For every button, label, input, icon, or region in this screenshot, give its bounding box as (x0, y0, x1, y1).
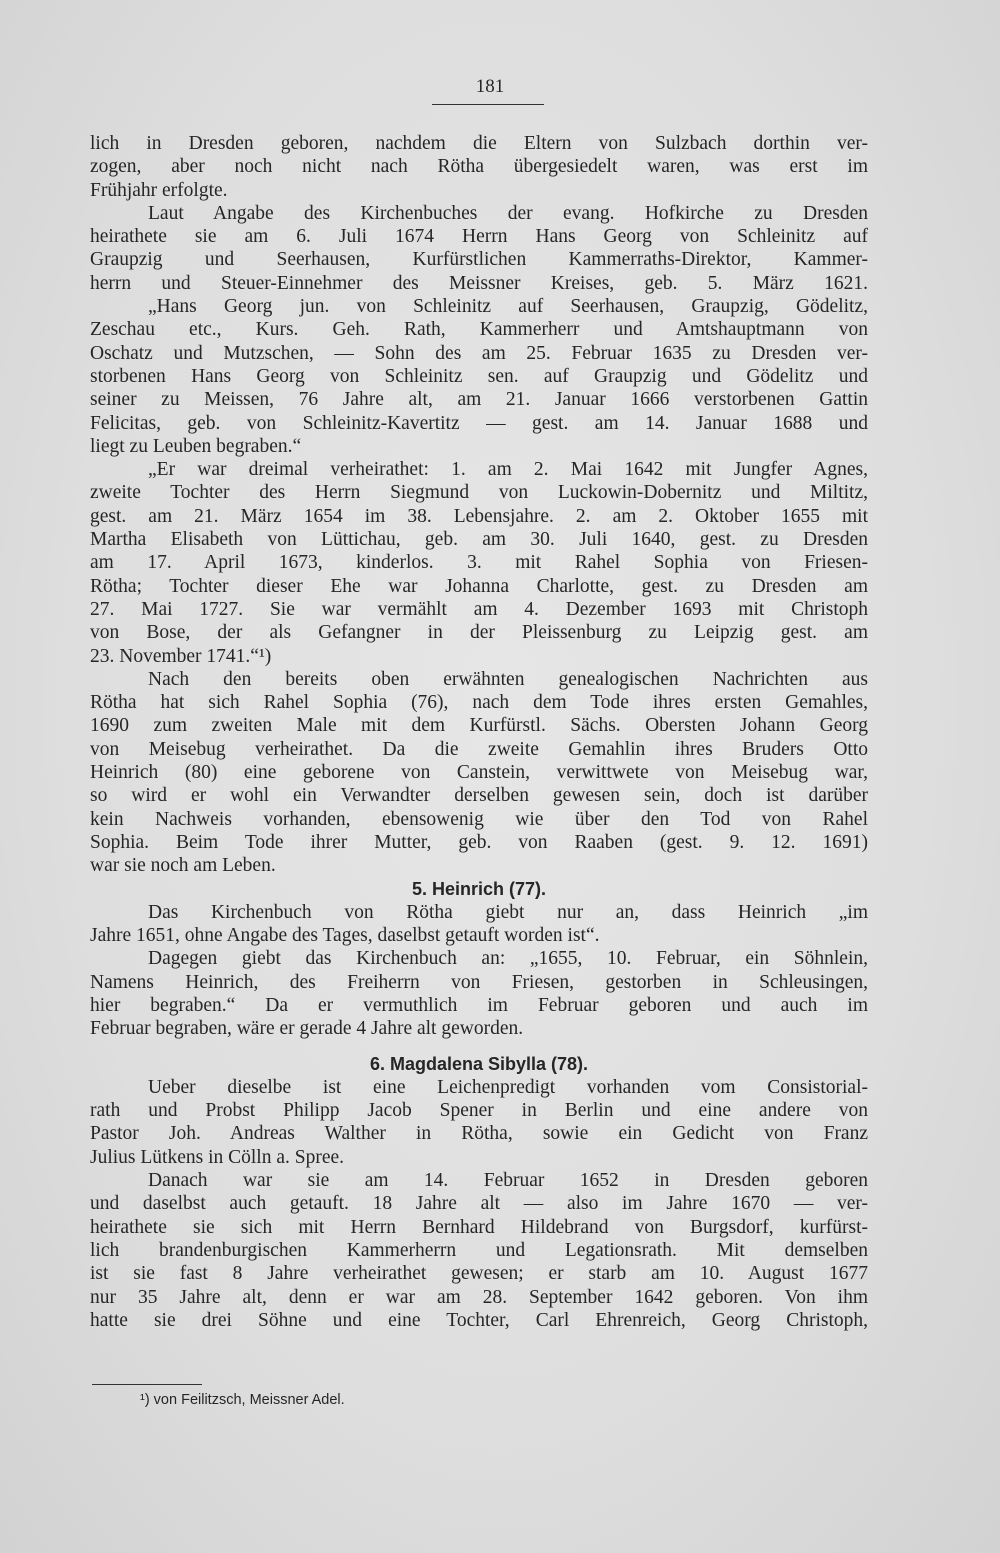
body-text (90, 132, 868, 1332)
text-line: kein Nachweis vorhanden, ebensowenig wie über den Tod von Rahel (90, 808, 868, 830)
text-line: Dagegen giebt das Kirchenbuch an: „1655, 10. Februar, ein Söhnlein, (148, 948, 868, 970)
text-line: von Meisebug verheirathet. Da die zweite Gemahlin ihres Bruders Otto (90, 738, 868, 760)
text-line: am 17. April 1673, kinderlos. 3. mit Rahel Sophia von Friesen- (90, 552, 868, 574)
text-line: Martha Elisabeth von Lüttichau, geb. am 30. Juli 1640, gest. zu Dresden (90, 529, 868, 551)
section-heading-heinrich: 5. Heinrich (77). (411, 878, 547, 899)
text-line: Jahre 1651, ohne Angabe des Tages, daselbst getauft worden ist“. (90, 925, 600, 947)
text-line: Rötha hat sich Rahel Sophia (76), nach dem Tode ihres ersten Gemahles, (90, 692, 868, 714)
text-line: seiner zu Meissen, 76 Jahre alt, am 21. Januar 1666 verstorbenen Gattin (90, 389, 868, 411)
text-line: Julius Lütkens in Cölln a. Spree. (90, 1146, 345, 1168)
text-line: liegt zu Leuben begraben.“ (90, 435, 302, 457)
text-line: Rötha; Tochter dieser Ehe war Johanna Charlotte, gest. zu Dresden am (90, 575, 868, 597)
text-line: war sie noch am Leben. (90, 855, 276, 877)
page-number: 181 (475, 76, 505, 97)
text-line: ist sie fast 8 Jahre verheirathet gewesen; er starb am 10. August 1677 (90, 1263, 868, 1285)
section-heading-magdalena: 6. Magdalena Sibylla (78). (369, 1053, 589, 1074)
text-line: Das Kirchenbuch von Rötha giebt nur an, dass Heinrich „im (148, 901, 868, 923)
text-line: von Bose, der als Gefangner in der Pleissenburg zu Leipzig gest. am (90, 622, 868, 644)
text-line: 23. November 1741.“¹) (90, 645, 272, 667)
text-line: zogen, aber noch nicht nach Rötha übergesiedelt waren, was erst im (90, 156, 868, 178)
footnote-rule (92, 1384, 202, 1385)
footnote: ¹) von Feilitzsch, Meissner Adel. (140, 1392, 345, 1408)
text-line: herrn und Steuer-Einnehmer des Meissner Kreises, geb. 5. März 1621. (90, 272, 868, 294)
text-line: Danach war sie am 14. Februar 1652 in Dresden geboren (148, 1170, 868, 1192)
text-line: Februar begraben, wäre er gerade 4 Jahre alt geworden. (90, 1018, 524, 1040)
text-line: so wird er wohl ein Verwandter derselben gewesen sein, doch ist darüber (90, 785, 868, 807)
text-line: zweite Tochter des Herrn Siegmund von Luckowin-Dobernitz und Miltitz, (90, 482, 868, 504)
text-line: heirathete sie am 6. Juli 1674 Herrn Hans Georg von Schleinitz auf (90, 226, 868, 248)
text-line: rath und Probst Philipp Jacob Spener in Berlin und eine andere von (90, 1100, 868, 1122)
text-line: Nach den bereits oben erwähnten genealogischen Nachrichten aus (148, 668, 868, 690)
text-line: 27. Mai 1727. Sie war vermählt am 4. Dezember 1693 mit Christoph (90, 598, 868, 620)
text-line: lich in Dresden geboren, nachdem die Eltern von Sulzbach dorthin ver- (90, 133, 868, 154)
text-line: Oschatz und Mutzschen, — Sohn des am 25. Februar 1635 zu Dresden ver- (90, 342, 868, 364)
text-line: hier begraben.“ Da er vermuthlich im Februar geboren und auch im (90, 994, 868, 1016)
text-line: Zeschau etc., Kurs. Geh. Rath, Kammerherr und Amtshauptmann von (90, 319, 868, 341)
text-line: „Hans Georg jun. von Schleinitz auf Seerhausen, Graupzig, Gödelitz, (148, 296, 868, 318)
text-line: Ueber dieselbe ist eine Leichenpredigt vorhanden vom Consistorial- (148, 1076, 868, 1098)
text-line: nur 35 Jahre alt, denn er war am 28. September 1642 geboren. Von ihm (90, 1286, 868, 1308)
text-line: 1690 zum zweiten Male mit dem Kurfürstl. Sächs. Obersten Johann Georg (90, 715, 868, 737)
text-line: heirathete sie sich mit Herrn Bernhard Hildebrand von Burgsdorf, kurfürst- (90, 1216, 868, 1238)
text-line: „Er war dreimal verheirathet: 1. am 2. Mai 1642 mit Jungfer Agnes, (148, 459, 868, 481)
text-line: Graupzig und Seerhausen, Kurfürstlichen Kammerraths-Direktor, Kammer- (90, 249, 868, 271)
text-line: Felicitas, geb. von Schleinitz-Kavertitz — gest. am 14. Januar 1688 und (90, 412, 868, 434)
text-line: Pastor Joh. Andreas Walther in Rötha, sowie ein Gedicht von Franz (90, 1123, 868, 1145)
page-number-rule (432, 104, 544, 105)
text-line: Sophia. Beim Tode ihrer Mutter, geb. von Raaben (gest. 9. 12. 1691) (90, 831, 868, 853)
text-line: storbenen Hans Georg von Schleinitz sen. auf Graupzig und Gödelitz und (90, 365, 868, 387)
text-line: lich brandenburgischen Kammerherrn und Legationsrath. Mit demselben (90, 1239, 868, 1261)
text-line: Namens Heinrich, des Freiherrn von Friesen, gestorben in Schleusingen, (90, 971, 868, 993)
text-line: gest. am 21. März 1654 im 38. Lebensjahre. 2. am 2. Oktober 1655 mit (90, 505, 868, 527)
text-line: Laut Angabe des Kirchenbuches der evang. Hofkirche zu Dresden (148, 202, 868, 224)
text-line: und daselbst auch getauft. 18 Jahre alt — also im Jahre 1670 — ver- (90, 1193, 868, 1215)
text-line: Frühjahr erfolgte. (90, 179, 228, 201)
text-line: Heinrich (80) eine geborene von Canstein, verwittwete von Meisebug war, (90, 762, 868, 784)
section-gap (90, 1041, 868, 1053)
text-line: hatte sie drei Söhne und eine Tochter, Carl Ehrenreich, Georg Christoph, (90, 1309, 868, 1331)
